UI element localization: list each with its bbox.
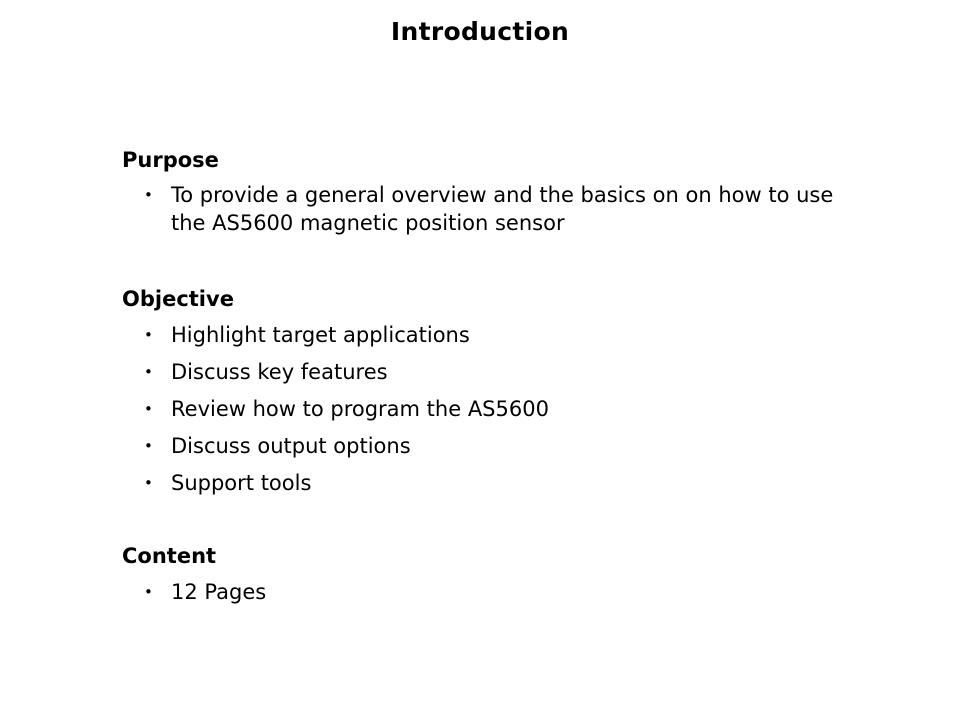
list-item [122, 578, 842, 606]
bullet-icon: • [144, 363, 153, 381]
bullet-icon: • [144, 583, 153, 601]
list-item-text: Highlight target applications [171, 323, 470, 347]
list-item-text: To provide a general overview and the basics on on how to use the AS5600 magnetic position sensor [171, 183, 834, 235]
bullet-icon: • [144, 186, 153, 204]
bullet-icon: • [144, 437, 153, 455]
list-item [122, 432, 842, 460]
list-item [122, 358, 842, 386]
list-item-text: Discuss output options [171, 434, 411, 458]
section-objective [122, 286, 842, 497]
list-item [122, 469, 842, 497]
section-heading: Objective [122, 287, 234, 311]
bullet-list [122, 181, 842, 237]
slide-title: Introduction [390, 17, 570, 46]
section-content [122, 543, 842, 606]
bullet-list [122, 578, 842, 606]
bullet-icon: • [144, 326, 153, 344]
list-item-text: Support tools [171, 471, 312, 495]
bullet-icon: • [144, 400, 153, 418]
list-item-text: Review how to program the AS5600 [171, 397, 549, 421]
bullet-list [122, 321, 842, 497]
section-heading: Content [122, 544, 217, 568]
list-item [122, 395, 842, 423]
list-item [122, 181, 842, 237]
list-item [122, 321, 842, 349]
section-purpose [122, 147, 842, 237]
list-item-text: Discuss key features [171, 360, 388, 384]
bullet-icon: • [144, 474, 153, 492]
section-heading: Purpose [122, 148, 219, 172]
list-item-text: 12 Pages [171, 580, 267, 604]
